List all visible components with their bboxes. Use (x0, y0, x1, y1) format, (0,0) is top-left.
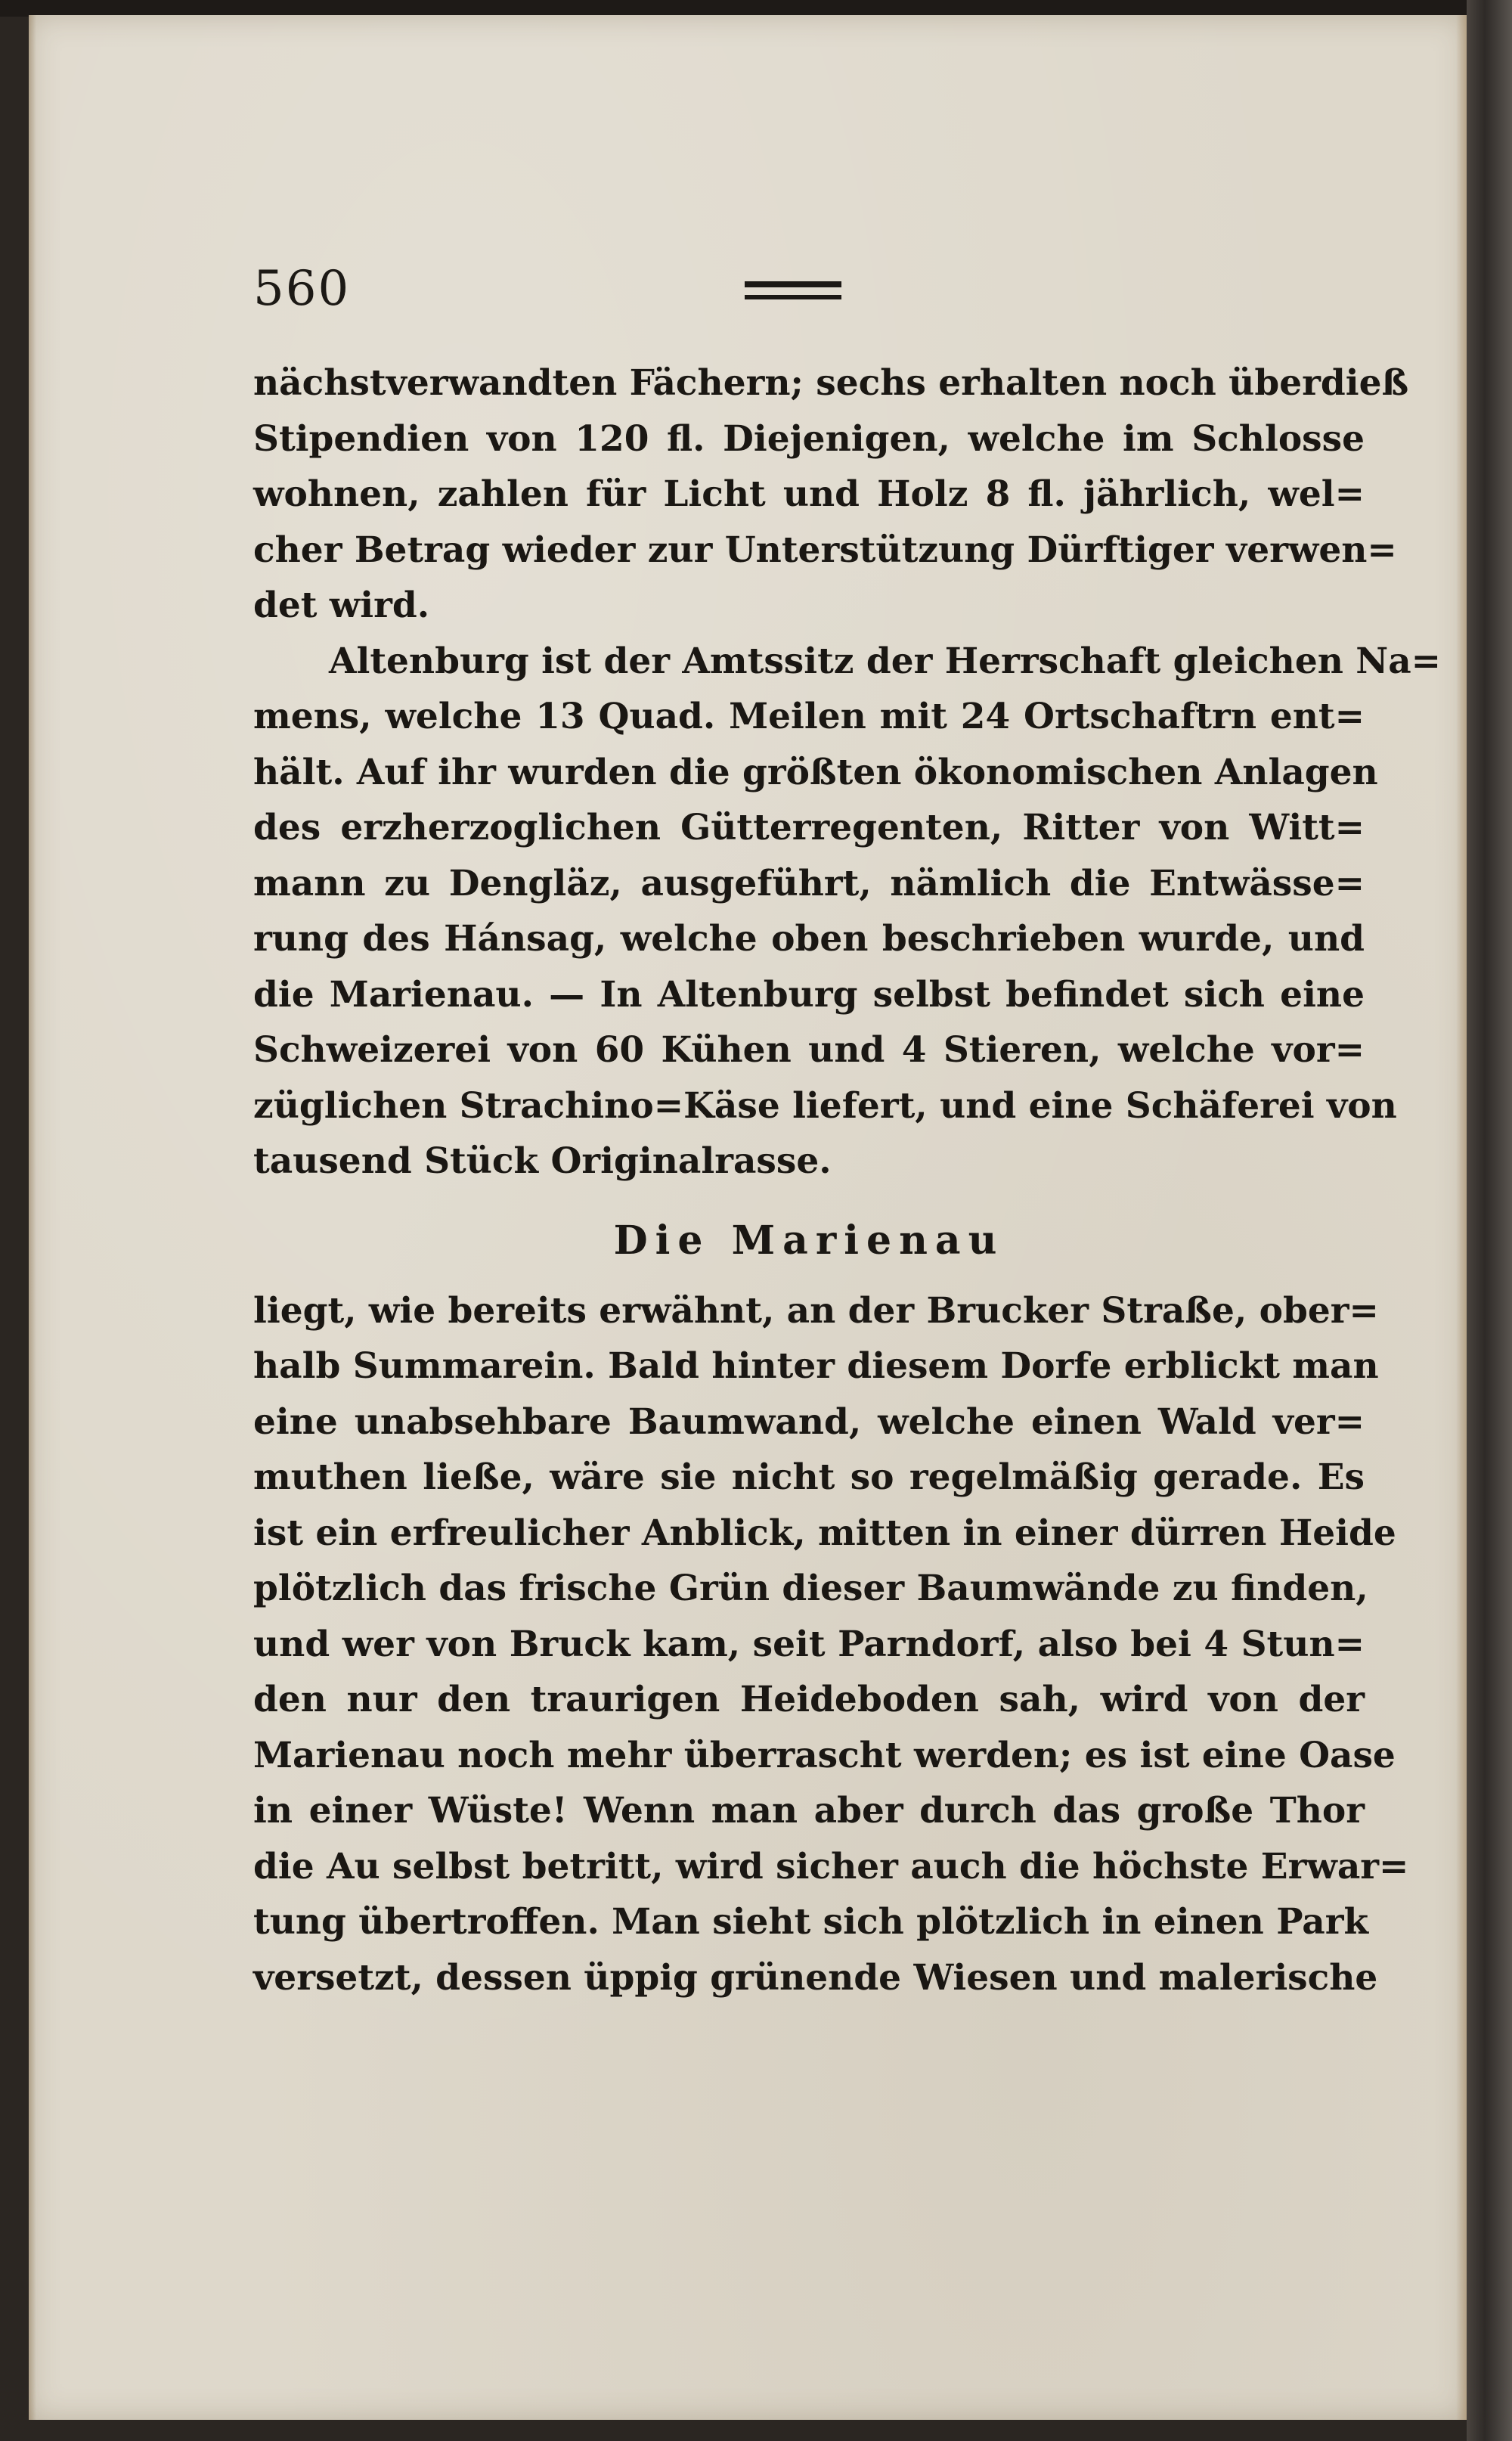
text-line: wohnen, zahlen für Licht und Holz 8 fl. jährlich, wel= (253, 473, 1365, 515)
text-line: züglichen Strachino=Käse liefert, und eine Schäferei von (253, 1084, 1397, 1127)
text-line: muthen ließe, wäre sie nicht so regelmäßig gerade. Es (253, 1456, 1365, 1498)
text-line: det wird. (253, 585, 430, 626)
text-line: nächstverwandten Fächern; sechs erhalten noch überdieß (253, 362, 1409, 404)
text-line: rung des Hánsag, welche oben beschrieben wurde, und (253, 918, 1365, 960)
text-line: halb Summarein. Bald hinter diesem Dorfe erblickt man (253, 1345, 1379, 1387)
text-line: eine unabsehbare Baumwand, welche einen Wald ver= (253, 1400, 1365, 1443)
text-line: tung übertroffen. Man sieht sich plötzlich in einen Park (253, 1901, 1369, 1943)
text-line: und wer von Bruck kam, seit Parndorf, also bei 4 Stun= (253, 1623, 1365, 1665)
text-line: Stipendien von 120 fl. Diejenigen, welche im Schlosse (253, 417, 1365, 460)
text-line: ist ein erfreulicher Anblick, mitten in einer dürren Heide (253, 1512, 1396, 1554)
text-line: die Au selbst betritt, wird sicher auch die höchste Erwar= (253, 1845, 1409, 1887)
text-line: tausend Stück Originalrasse. (253, 1140, 832, 1182)
page-number: 560 (253, 261, 351, 317)
text-line: Schweizerei von 60 Kühen und 4 Stieren, welche vor= (253, 1029, 1365, 1071)
text-line: den nur den traurigen Heideboden sah, wird von der (253, 1679, 1365, 1720)
binding-edge (1467, 0, 1512, 2441)
text-line: die Marienau. — In Altenburg selbst befindet sich eine (253, 973, 1365, 1016)
paragraph-2 (253, 634, 1442, 1189)
text-line: mens, welche 13 Quad. Meilen mit 24 Ortschaftrn ent= (253, 696, 1365, 737)
paragraph-1 (253, 355, 1409, 634)
section-heading: Die Marienau (613, 1217, 1005, 1264)
page-fore-edge (1456, 15, 1467, 2420)
text-line: liegt, wie bereits erwähnt, an der Brucker Straße, ober= (253, 1289, 1379, 1332)
text-line: des erzherzoglichen Gütterregenten, Ritter von Witt= (253, 807, 1365, 848)
header-rule (745, 281, 841, 287)
body-text (253, 355, 1442, 2005)
text-line: mann zu Dengläz, ausgeführt, nämlich die Entwässe= (253, 862, 1365, 904)
paragraph-3 (253, 1283, 1409, 2006)
scan-top-border (0, 0, 1512, 17)
page-gutter-shadow (29, 15, 36, 2420)
text-line: cher Betrag wieder zur Unterstützung Dürftiger verwen= (253, 529, 1397, 571)
header-rule-lower (745, 295, 841, 299)
text-line: Marienau noch mehr überrascht werden; es ist eine Oase (253, 1734, 1396, 1776)
text-line: plötzlich das frische Grün dieser Baumwände zu finden, (253, 1568, 1368, 1609)
text-line: Altenburg ist der Amtssitz der Herrschaft gleichen Na= (329, 640, 1442, 682)
text-line: hält. Auf ihr wurden die größten ökonomischen Anlagen (253, 751, 1378, 793)
text-line: in einer Wüste! Wenn man aber durch das große Thor (253, 1790, 1365, 1832)
text-line: versetzt, dessen üppig grünende Wiesen und malerische (253, 1956, 1378, 1999)
